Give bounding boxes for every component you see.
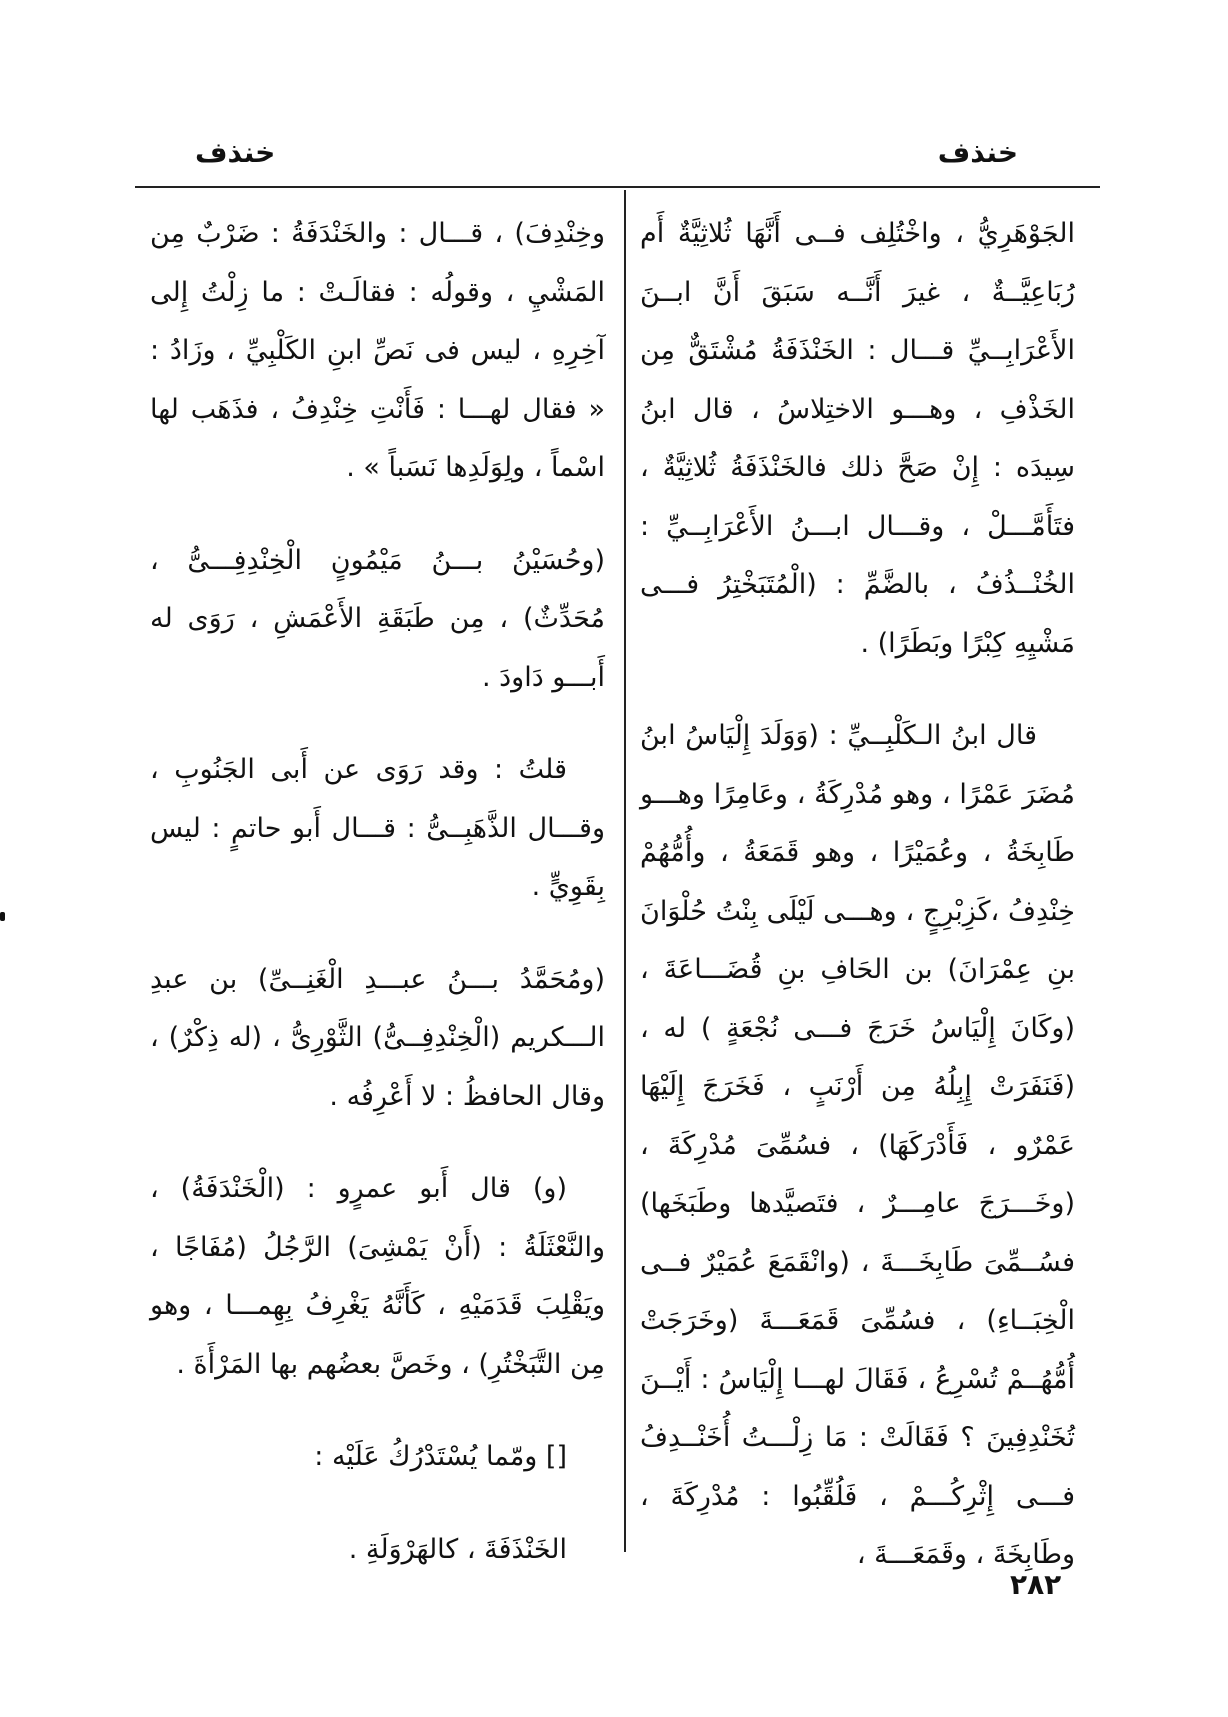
page-number: ٢٨٢: [1010, 1568, 1062, 1601]
header-rule: [135, 186, 1100, 188]
paragraph: قلتُ : وقد رَوَى عن أَبى الجَنُوبِ ، وقـــال الذَّهَبِــىُّ : قـــال أَبو حاتمٍ : ليس بِقَوِيٍّ .: [150, 754, 605, 902]
running-header-left: خنذف: [195, 136, 276, 169]
section-heading: [] ومّما يُسْتَدْرُكُ عَلَيْه :: [314, 1441, 567, 1472]
paragraph: (ومُحَمَّدُ بـــنُ عبـــدِ الْغَنِــىِّ) بن عبدِ الـــكريم (الْخِنْدِفِــىُّ) الثَّوْرِىُّ ، (له ذِكْرٌ) ، وقال الحافظُ : لا أَعْرِفُه .: [150, 963, 605, 1112]
paragraph: الجَوْهَرِيُّ ، واخْتُلِف فــى أَنَّهَا ثُلاثِيَّةٌ أَم رُبَاعِيَّــةٌ ، غيرَ أَنَّــه سَبَقَ أَنَّ ابــنَ الأَعْرَابِــيِّ قـــال : الخَنْذَفَةُ مُشْتَقٌّ مِن الخَذْفِ ، وهـــو الاختِلاسُ ، قال ابنُ سِيدَه : إِنْ صَحَّ ذلك فالخَنْذَفَةُ ثُلاثِيَّةٌ ، فتَأَمَّـــلْ ، وقـــال ابـــنُ الأَعْرَابِــيِّ : الخُنْــذُفُ ، بالضَّمِّ : (الْمُتَبَخْتِرُ فـــى مَشْيِهِ كِبْرًا وبَطَرًا) .: [640, 218, 1075, 659]
left-column: [150, 205, 605, 1579]
right-column: [640, 205, 1075, 1585]
paragraph: (و) قال أَبو عمرٍو : (الْخَنْدَفَةُ) ، والنَّعْثَلَةُ : (أَنْ يَمْشِىَ) الرَّجُلُ (مُفَاجًا ، ويَقْلِبَ قَدَمَيْهِ ، كَأَنَّهُ يَغْرِفُ بِهِمـــا ، وهو مِن التَّبَخْتُرِ) ، وخَصَّ بعضُهم بها المَرْأَةَ .: [150, 1173, 605, 1380]
paragraph: الخَنْذَفَةَ ، كالهَرْوَلَةِ .: [348, 1533, 567, 1565]
paragraph: وخِنْدِفَ) ، قـــال : والخَنْدَفَةُ : ضَرْبٌ مِن المَشْيِ ، وقولُه : فقالَـتْ : ما زِلْتُ إِلى آخِرِهِ ، ليس فى نَصِّ ابنِ الكَلْبِيِّ ، وزَادُ : « فقال لهـــا : فَأَنْتِ خِنْدِفُ ، فذَهَب لها اسْماً ، ولِوَلَدِها نَسَباً » .: [150, 218, 605, 483]
paragraph: (وحُسَيْنُ بـــنُ مَيْمُونٍ الْخِنْدِفِـــىُّ ، مُحَدِّثٌ) ، مِن طَبَقَةِ الأَعْمَشِ ، رَوَى له أَبـــو دَاودَ .: [150, 544, 605, 693]
running-header-right: خنذف: [937, 136, 1018, 169]
column-divider: [624, 190, 626, 1552]
paragraph: قال ابنُ الـكَلْبِــيِّ : (وَوَلَدَ إِلْيَاسُ ابنُ مُضَرَ عَمْرًا ، وهو مُدْرِكَةُ ، وعَامِرًا وهـــو طَابِخَةُ ، وعُمَيْرًا ، وهو قَمَعَةُ ، وأُمُّهُمْ خِنْدِفُ ،كَزِبْرِجٍ ، وهـــى لَيْلَى بِنْتُ حُلْوَانَ بنِ عِمْرَانَ) بن الحَافِ بنِ قُضَـــاعَةَ ، (وكَانَ إِلْيَاسُ خَرَجَ فـــى نُجْعَةٍ ) له ، (فَنَفَرَتْ إِبِلُهُ مِن أَرْنَبٍ ، فَخَرَجَ إِلَيْهَا عَمْرٌو ، فَأَدْرَكَهَا) ، فسُمِّىَ مُدْرِكَةَ ، (وخَـــرَجَ عامِـــرٌ ، فتَصيَّدها وطَبَخَها) فسُــمِّىَ طَابِخَـــةَ ، (وانْقَمَعَ عُمَيْرٌ فــى الْخِبَــاءِ) ، فسُمِّىَ قَمَعَـــةَ (وخَرَجَتْ أُمُّهُــمْ تُسْرِعُ ، فَقَالَ لهـــا إِلْيَاسُ : أَيْــنَ تُخَنْدِفِينَ ؟ فَقَالَتْ : مَا زِلْـــتُ أُخَنْــدِفُ فـــى إِثْرِكُـــمْ ، فَلُقِّبُوا : مُدْرِكَةَ ، وطَابِخَةَ ، وقَمَعَـــةَ ،: [640, 720, 1075, 1570]
scan-mark: [0, 912, 5, 921]
